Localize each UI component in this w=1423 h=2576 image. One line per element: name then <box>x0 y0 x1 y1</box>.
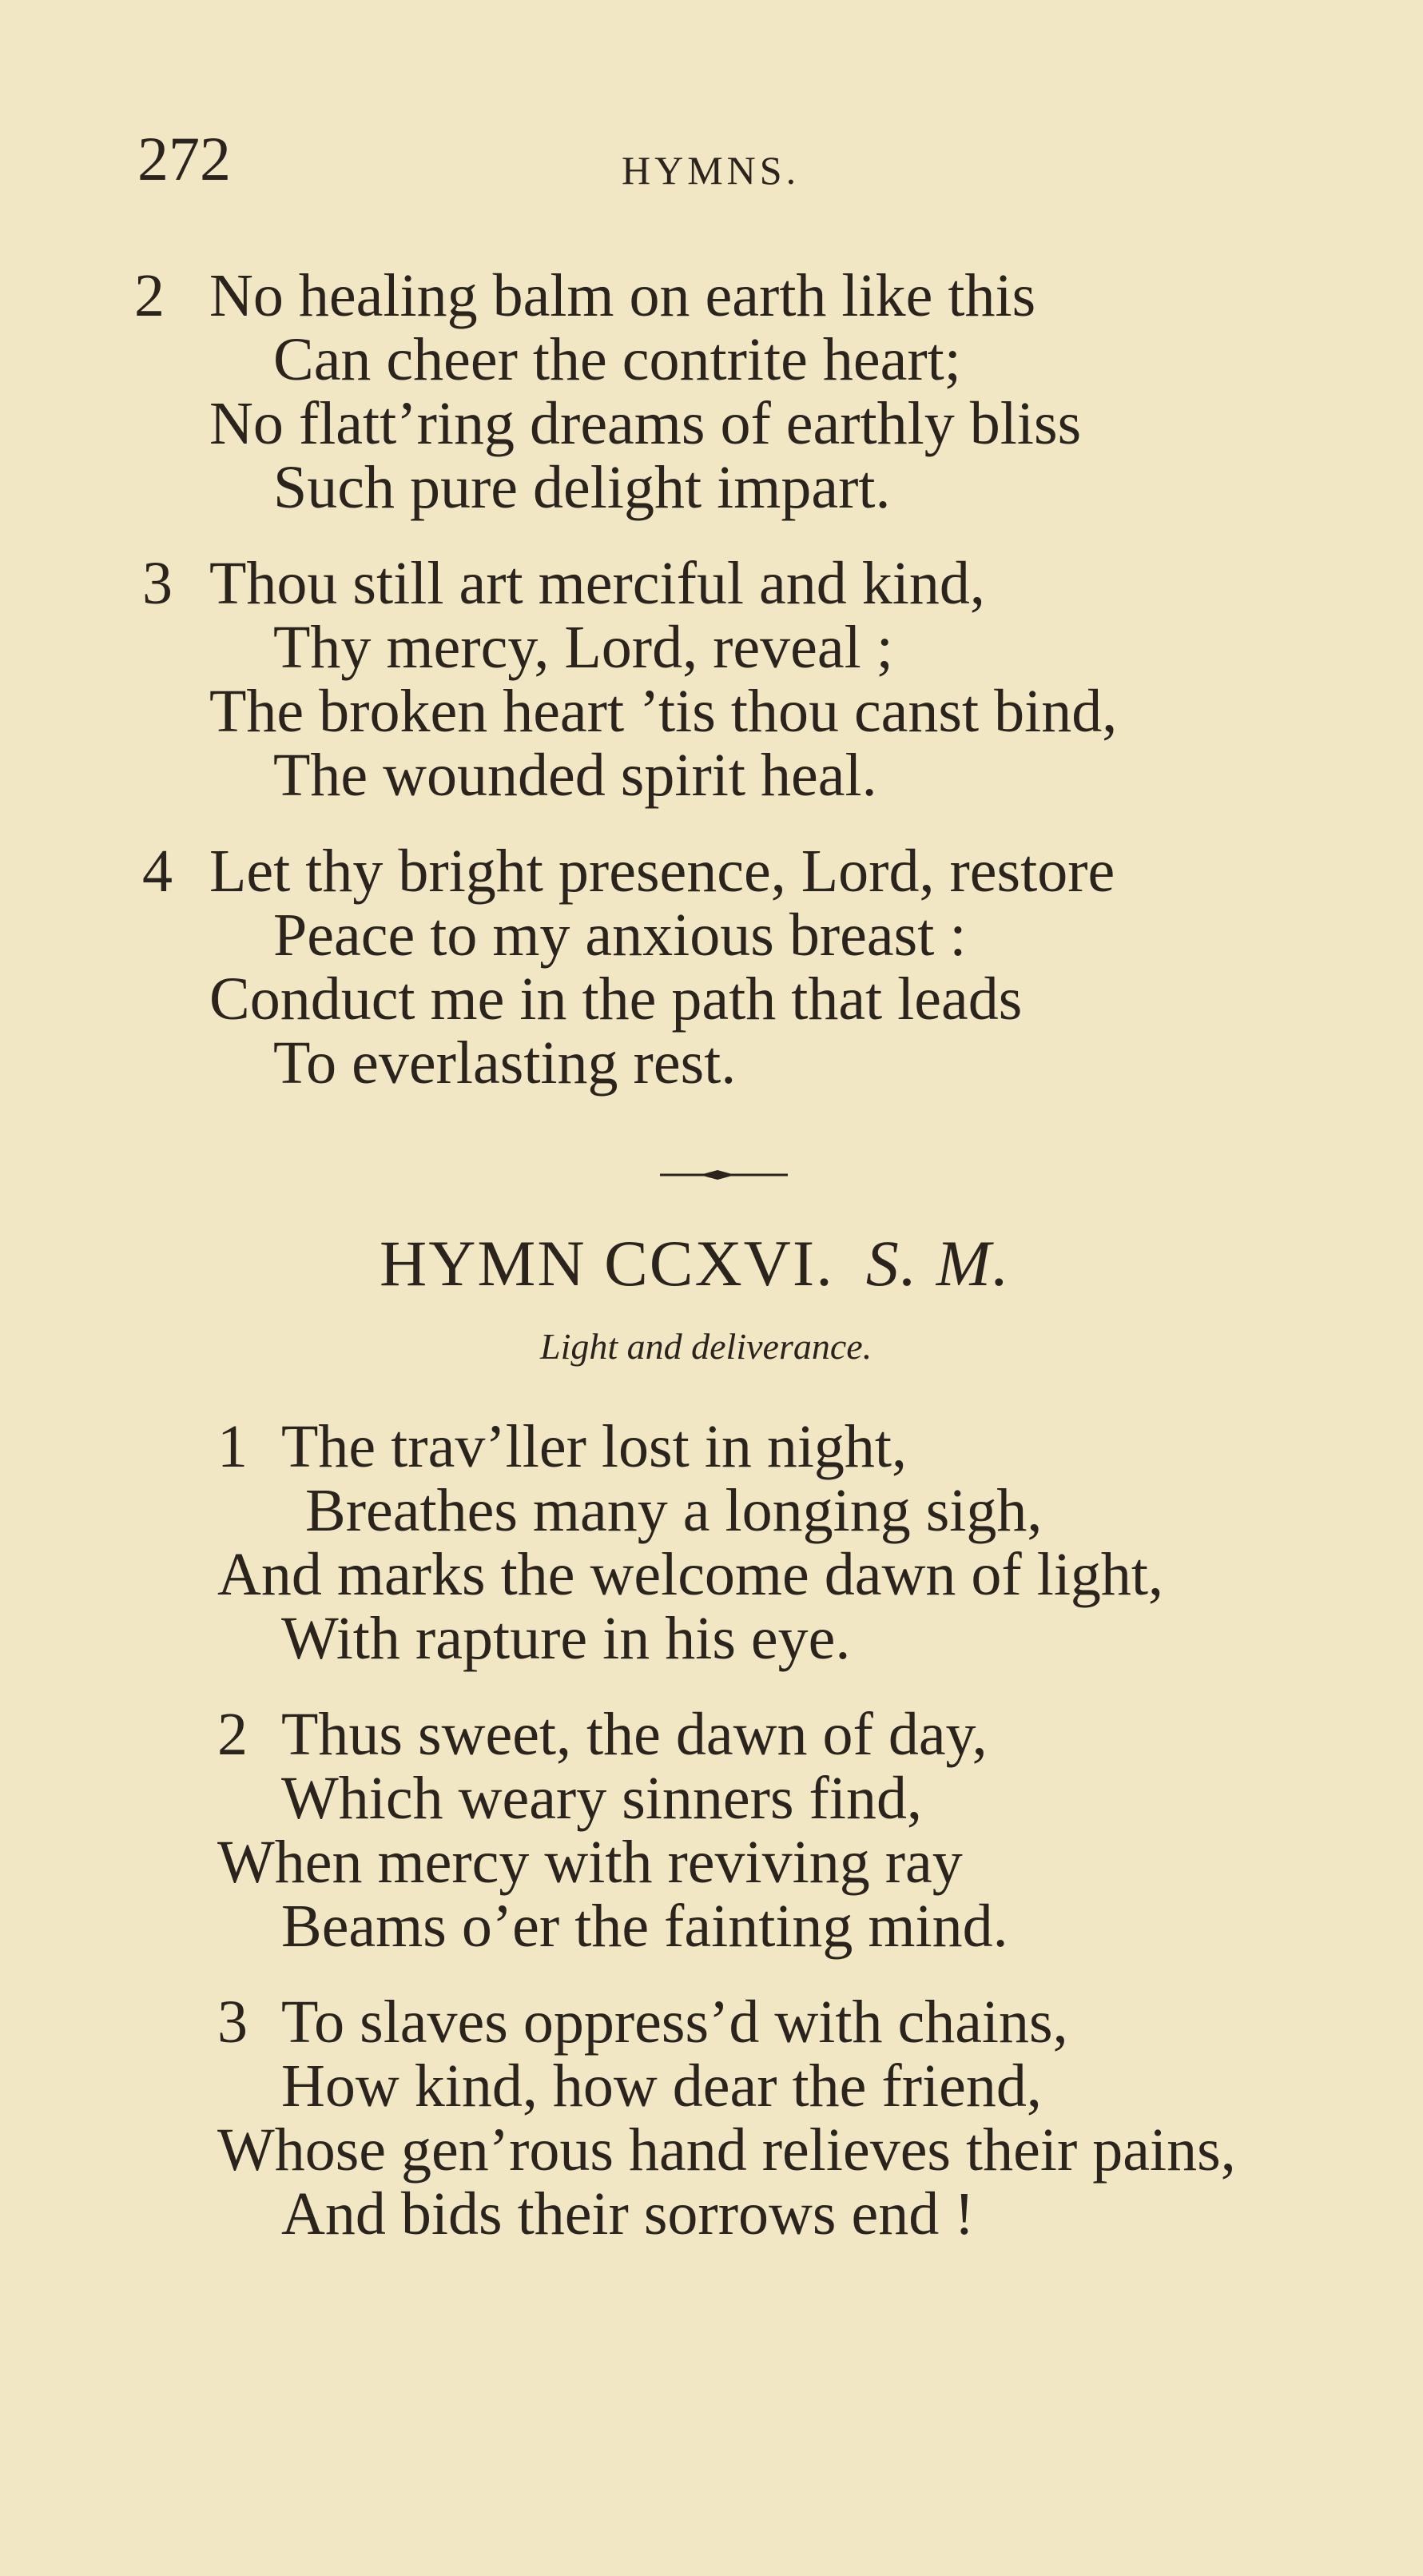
stanza-number: 2 <box>217 1701 248 1768</box>
verse-line: How kind, how dear the friend, <box>281 2052 1042 2120</box>
verse-line: Which weary sinners find, <box>281 1765 922 1832</box>
ornament-divider <box>660 1169 788 1181</box>
verse-line: With rapture in his eye. <box>281 1605 851 1672</box>
verse-line: The wounded spirit heal. <box>273 742 877 809</box>
verse-line: Thy mercy, Lord, reveal ; <box>273 614 893 681</box>
verse-line: Can cheer the contrite heart; <box>273 326 961 393</box>
verse-line: Thus sweet, the dawn of day, <box>281 1701 988 1768</box>
hymn-subtitle: Light and deliverance. <box>540 1326 872 1367</box>
hymn-number: HYMN CCXVI. <box>380 1227 834 1300</box>
stanza-number: 3 <box>142 550 173 617</box>
verse-line: Let thy bright presence, Lord, restore <box>209 838 1115 905</box>
verse-line: To everlasting rest. <box>273 1029 737 1097</box>
verse-line: And marks the welcome dawn of light, <box>217 1541 1164 1608</box>
running-title: HYMNS. <box>622 148 801 193</box>
stanza-number: 4 <box>142 838 173 905</box>
verse-line: The trav’ller lost in night, <box>281 1413 908 1480</box>
verse-line: Thou still art merciful and kind, <box>209 550 985 617</box>
verse-line: No flatt’ring dreams of earthly bliss <box>209 390 1082 457</box>
verse-line: The broken heart ’tis thou canst bind, <box>209 678 1118 745</box>
verse-line: Breathes many a longing sigh, <box>305 1477 1043 1544</box>
verse-line: No healing balm on earth like this <box>209 262 1036 329</box>
verse-line: And bids their sorrows end ! <box>281 2180 975 2248</box>
verse-line: Whose gen’rous hand relieves their pains, <box>217 2116 1236 2184</box>
stanza-number: 1 <box>217 1413 248 1480</box>
page-number: 272 <box>137 124 231 193</box>
stanza-number: 3 <box>217 1989 248 2056</box>
verse-line: When mercy with reviving ray <box>217 1829 963 1896</box>
stanza-number: 2 <box>134 262 165 329</box>
hymn-title <box>380 1227 1011 1300</box>
hymn-meter: S. M. <box>865 1227 1011 1300</box>
verse-line: Peace to my anxious breast : <box>273 902 967 969</box>
verse-line: Conduct me in the path that leads <box>209 966 1023 1033</box>
verse-line: To slaves oppress’d with chains, <box>281 1989 1068 2056</box>
verse-line: Such pure delight impart. <box>273 454 891 521</box>
verse-line: Beams o’er the fainting mind. <box>281 1893 1008 1960</box>
